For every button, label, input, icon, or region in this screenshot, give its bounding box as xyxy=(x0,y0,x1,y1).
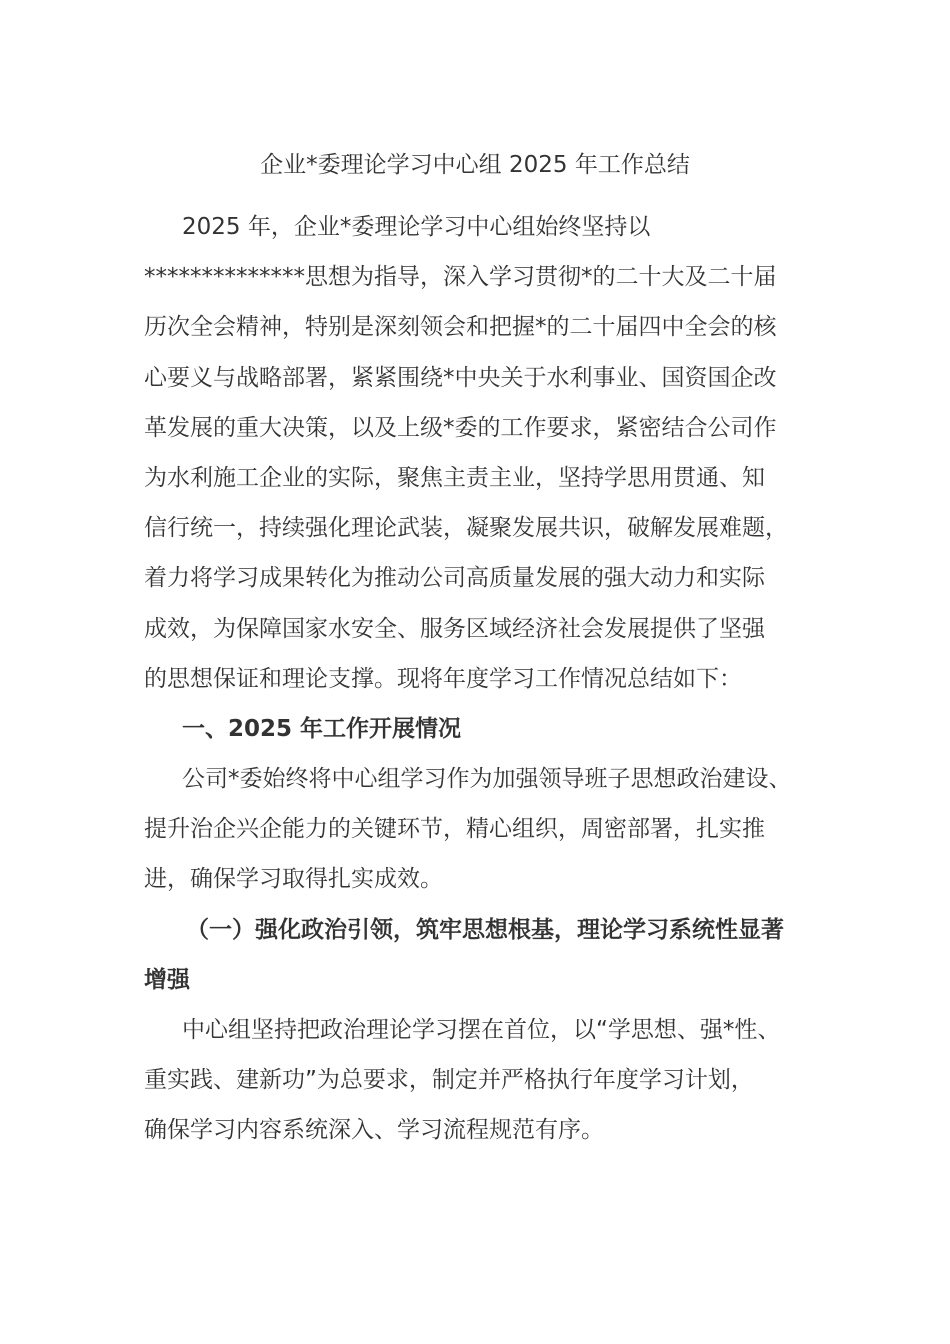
section-paragraph xyxy=(144,754,814,905)
paragraph-line: 中心组坚持把政治理论学习摆在首位，以“学思想、强*性、 xyxy=(182,1017,781,1043)
paragraph-line: 信行统一，持续强化理论武装，凝聚发展共识，破解发展难题， xyxy=(144,515,788,542)
paragraph-line: 重实践、建新功”为总要求，制定并严格执行年度学习计划， xyxy=(144,1067,754,1094)
paragraph-line: 着力将学习成果转化为推动公司高质量发展的强大动力和实际 xyxy=(144,565,765,592)
paragraph-line: 的思想保证和理论支撑。现将年度学习工作情况总结如下： xyxy=(144,665,742,692)
paragraph-line: 确保学习内容系统深入、学习流程规范有序。 xyxy=(144,1117,604,1144)
document-title: 企业*委理论学习中心组 2025 年工作总结 xyxy=(260,152,690,178)
heading-line: 增强 xyxy=(144,966,190,993)
heading-line: （一）强化政治引领，筑牢思想根基，理论学习系统性显著 xyxy=(186,916,784,943)
paragraph-line: 2025 年，企业*委理论学习中心组始终坚持以 xyxy=(182,214,651,240)
paragraph-line: 革发展的重大决策，以及上级*委的工作要求，紧密结合公司作 xyxy=(144,414,777,441)
paragraph-line: 心要义与战略部署，紧紧围绕*中央关于水利事业、国资国企改 xyxy=(144,364,777,391)
subsection-paragraph xyxy=(144,1005,814,1156)
subsection-heading xyxy=(144,905,814,1005)
paragraph-line: **************思想为指导，深入学习贯彻*的二十大及二十届 xyxy=(144,264,777,291)
paragraph-line: 进，确保学习取得扎实成效。 xyxy=(144,866,443,893)
paragraph-line: 历次全会精神，特别是深刻领会和把握*的二十届四中全会的核 xyxy=(144,314,777,341)
paragraph-line: 提升治企兴企能力的关键环节，精心组织，周密部署，扎实推 xyxy=(144,816,765,843)
paragraph-line: 成效，为保障国家水安全、服务区域经济社会发展提供了坚强 xyxy=(144,615,765,642)
intro-paragraph xyxy=(144,202,814,704)
document-body xyxy=(144,202,814,1156)
section-heading: 一、2025 年工作开展情况 xyxy=(182,715,462,742)
paragraph-line: 为水利施工企业的实际，聚焦主责主业，坚持学思用贯通、知 xyxy=(144,464,765,491)
paragraph-line: 公司*委始终将中心组学习作为加强领导班子思想政治建设、 xyxy=(182,766,792,793)
